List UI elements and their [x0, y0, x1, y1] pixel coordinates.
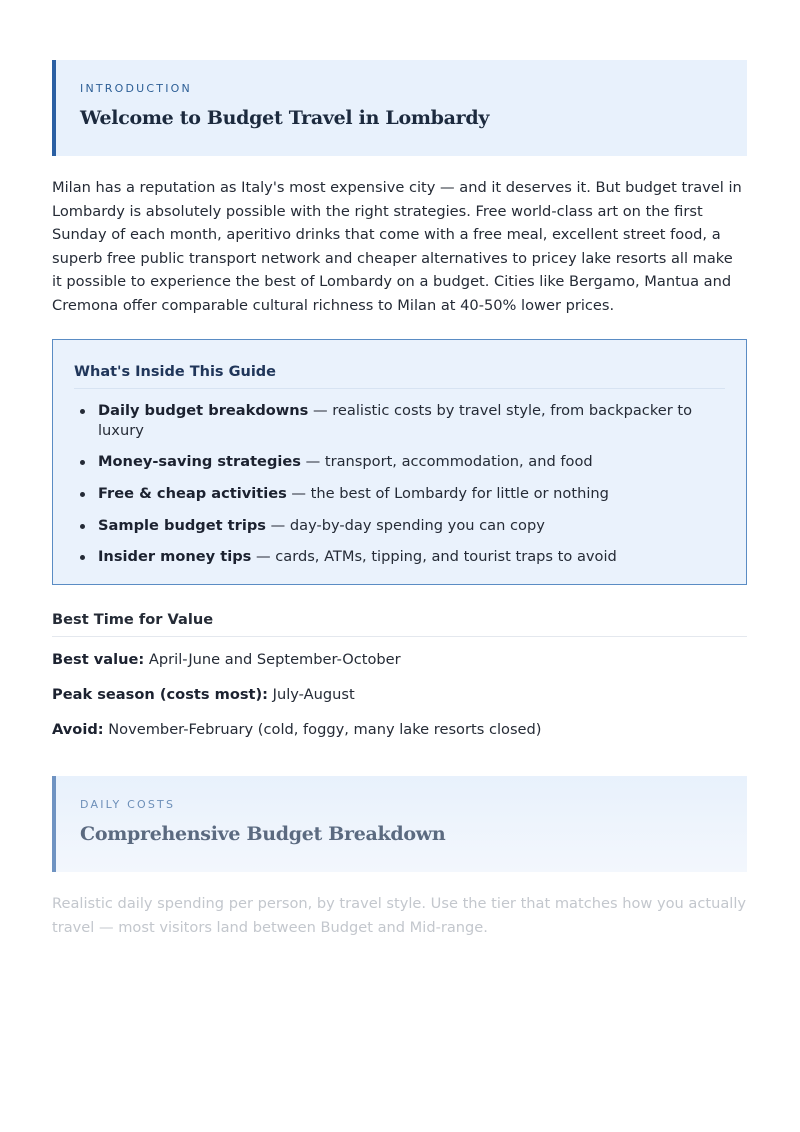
intro-paragraph: Milan has a reputation as Italy's most expensive city — and it deserves it. But budget travel in Lombardy is absolutely possible with the right strategies. Free world-class art on the first Sunday of each month, aperitivo drinks that come with a free meal, excellent street food, a superb free public transport network and cheaper alternatives to pricey lake resorts all make it possible to experience the best of Lombardy on a budget. Cities like Bergamo, Mantua and Cremona offer comparable cultural richness to Milan at 40-50% lower prices. — [52, 179, 742, 314]
best-time-row — [52, 720, 747, 740]
best-time-section — [52, 611, 747, 740]
guide-page — [52, 60, 747, 941]
costs-title: Comprehensive Budget Breakdown — [80, 822, 446, 845]
best-time-row — [52, 650, 747, 670]
list-item-text: — realistic costs by travel style, from backpacker to luxury — [98, 401, 693, 439]
best-time-text: July-August — [268, 685, 355, 703]
best-time-row — [52, 685, 747, 705]
list-item-bold: Money-saving strategies — [98, 453, 301, 471]
costs-paragraph: Realistic daily spending per person, by travel style. Use the tier that matches how you actually travel — most visitors land between Budget and Mid-range. — [52, 894, 747, 937]
list-item — [74, 547, 725, 567]
best-time-label: Peak season (costs most): — [52, 685, 269, 703]
guide-contents-title: What's Inside This Guide — [74, 364, 725, 389]
best-time-label: Avoid: — [52, 720, 104, 738]
best-time-title: Best Time for Value — [52, 611, 747, 637]
list-item — [74, 452, 725, 472]
list-item-bold: Free & cheap activities — [98, 484, 287, 502]
list-item — [74, 516, 725, 536]
best-time-text: November-February (cold, foggy, many lake resorts closed) — [103, 720, 542, 738]
costs-kicker: DAILY COSTS — [80, 797, 176, 811]
best-time-label: Best value: — [52, 650, 145, 668]
guide-contents-box — [52, 339, 747, 585]
list-item-text: — transport, accommodation, and food — [301, 453, 593, 471]
list-item — [74, 401, 725, 441]
intro-section-header — [52, 60, 747, 156]
list-item-text: — day-by-day spending you can copy — [266, 516, 545, 534]
best-time-text: April-June and September-October — [144, 650, 401, 668]
list-item-text: — cards, ATMs, tipping, and tourist traps to avoid — [251, 548, 617, 566]
intro-kicker: INTRODUCTION — [80, 82, 192, 95]
list-item-text: — the best of Lombardy for little or nothing — [286, 484, 609, 502]
list-item-bold: Insider money tips — [98, 548, 252, 566]
intro-title: Welcome to Budget Travel in Lombardy — [80, 107, 490, 129]
list-item — [74, 484, 725, 504]
guide-contents-list — [74, 401, 725, 568]
list-item-bold: Daily budget breakdowns — [98, 401, 309, 419]
costs-section-header — [52, 776, 747, 872]
list-item-bold: Sample budget trips — [98, 516, 266, 534]
